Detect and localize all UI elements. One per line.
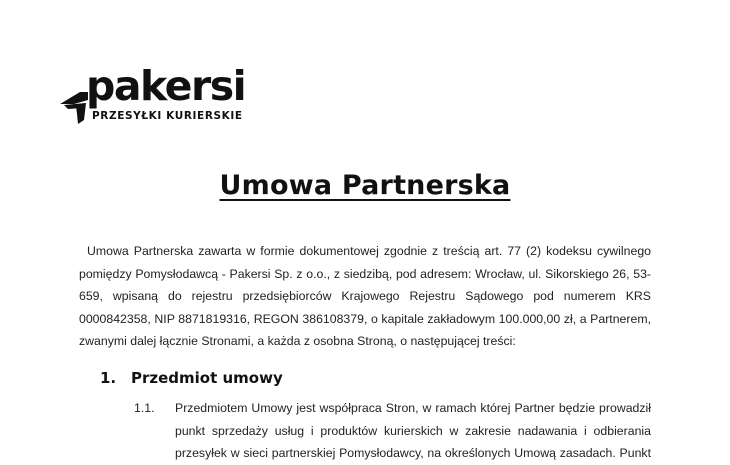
intro-paragraph: Umowa Partnerska zawarta w formie dokumentowej zgodnie z treścią art. 77 (2) kodeksu cywilnego pomiędzy Pomysłodawcą - Pakersi Sp. z o.o., z siedzibą, pod adresem: Wrocław, ul. Sikorskiego 26, 53-659, wpisaną do rejestru przedsiębiorców Krajowego Rejestru Sądowego pod numerem KRS 0000842358, NIP 8871819316, REGON 386108379, o kapitale zakładowym 100.000,00 zł, a Partnerem, zwanymi dalej łącznie Stronami, a każda z osobna Stroną, o następującej treści: [79,244,651,348]
section-number: 1. [100,369,117,387]
document-title [0,170,730,201]
pakersi-logo [60,62,246,128]
logo-wordmark: pakersi [86,62,246,110]
clause-number: 1.1. [134,401,155,415]
section-title: Przedmiot umowy [131,369,283,387]
clause-text: Przedmiotem Umowy jest współpraca Stron, w ramach której Partner będzie prowadził punkt sprzedaży usług i produktów kurierskich w zakresie nadawania i odbierania przesyłek w sieci partnerskiej Pomysłodawcy, na określonych Umową zasadach. Punkt [175,401,651,460]
document-title-text: Umowa Partnerska [219,170,511,201]
logo-tagline: PRZESYŁKI KURIERSKIE [92,110,243,122]
